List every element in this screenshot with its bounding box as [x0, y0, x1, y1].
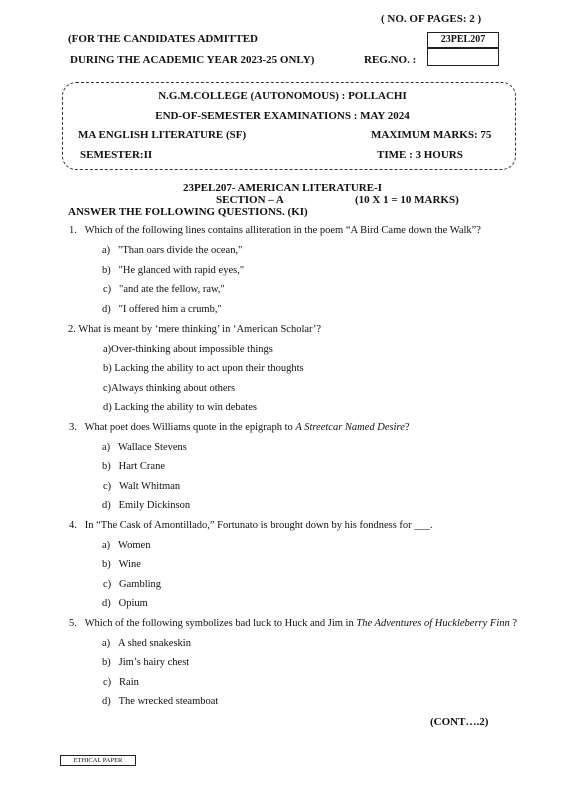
section-heading: SECTION – A [216, 194, 284, 206]
option-1a: a) "Than oars divide the ocean," [102, 245, 243, 256]
option-5b: b) Jim’s hairy chest [102, 657, 190, 668]
continued-note: (CONT….2) [430, 716, 489, 728]
option-3d: d) Emily Dickinson [102, 500, 191, 511]
option-2b: b) Lacking the ability to act upon their thoughts [103, 363, 304, 374]
course-name: MA ENGLISH LITERATURE (SF) [78, 129, 247, 141]
question-4 [69, 520, 433, 531]
semester: SEMESTER:II [80, 149, 153, 161]
option-3a: a) Wallace Stevens [102, 442, 187, 453]
question-number: 4. [69, 520, 77, 531]
reg-no-field[interactable] [427, 48, 499, 66]
option-4c: c) Gambling [103, 579, 162, 590]
paper-code-box [427, 32, 499, 48]
college-name: N.G.M.COLLEGE (AUTONOMOUS) : POLLACHI [158, 90, 407, 102]
option-3b: b) Hart Crane [102, 461, 165, 472]
question-number: 2. [68, 324, 76, 335]
option-4d: d) Opium [102, 598, 148, 609]
maximum-marks: MAXIMUM MARKS: 75 [371, 129, 492, 141]
duration: TIME : 3 HOURS [377, 149, 463, 161]
stamp-text: ETHICAL PAPER [73, 757, 123, 764]
question-text: In “The Cask of Amontillado,” Fortunato is brought down by his fondness for ___. [84, 520, 433, 531]
option-1d: d) "I offered him a crumb," [102, 304, 222, 315]
question-number: 5. [69, 618, 77, 629]
paper-title: 23PEL207- AMERICAN LITERATURE-I [182, 182, 383, 194]
question-text: Which of the following lines contains alliteration in the poem “A Bird Came down the Walk”? [84, 225, 481, 236]
option-5d: d) The wrecked steamboat [102, 696, 219, 707]
option-4a: a) Women [102, 540, 151, 551]
instruction: ANSWER THE FOLLOWING QUESTIONS. (KI) [68, 206, 308, 218]
option-4b: b) Wine [102, 559, 141, 570]
question-5 [69, 618, 517, 629]
option-2a: a)Over-thinking about impossible things [103, 344, 273, 355]
page-count: ( NO. OF PAGES: 2 ) [381, 13, 482, 25]
option-5c: c) Rain [103, 677, 139, 688]
question-3 [69, 422, 410, 433]
question-number: 3. [69, 422, 77, 433]
option-3c: c) Walt Whitman [103, 481, 181, 492]
question-number: 1. [69, 225, 77, 236]
question-text: What poet does Williams quote in the epigraph to A Streetcar Named Desire? [84, 422, 410, 433]
candidates-note: (FOR THE CANDIDATES ADMITTED [68, 33, 258, 45]
academic-year-note: DURING THE ACADEMIC YEAR 2023-25 ONLY) [70, 54, 315, 66]
ethical-paper-stamp [60, 755, 136, 766]
option-1c: c) "and ate the fellow, raw," [103, 284, 225, 295]
option-2d: d) Lacking the ability to win debates [103, 402, 257, 413]
option-2c: c)Always thinking about others [103, 383, 236, 394]
option-1b: b) "He glanced with rapid eyes," [102, 265, 245, 276]
section-marks: (10 X 1 = 10 MARKS) [355, 194, 459, 206]
paper-code: 23PEL207 [440, 34, 486, 45]
exam-name: END-OF-SEMESTER EXAMINATIONS : MAY 2024 [155, 110, 410, 122]
question-text: Which of the following symbolizes bad luck to Huck and Jim in The Adventures of Huckleberry Finn ? [84, 618, 518, 629]
question-1 [69, 225, 481, 236]
question-text: What is meant by ‘mere thinking’ in ‘American Scholar’? [78, 324, 322, 335]
question-2 [68, 324, 321, 335]
option-5a: a) A shed snakeskin [102, 638, 191, 649]
reg-no-label: REG.NO. : [364, 54, 417, 66]
